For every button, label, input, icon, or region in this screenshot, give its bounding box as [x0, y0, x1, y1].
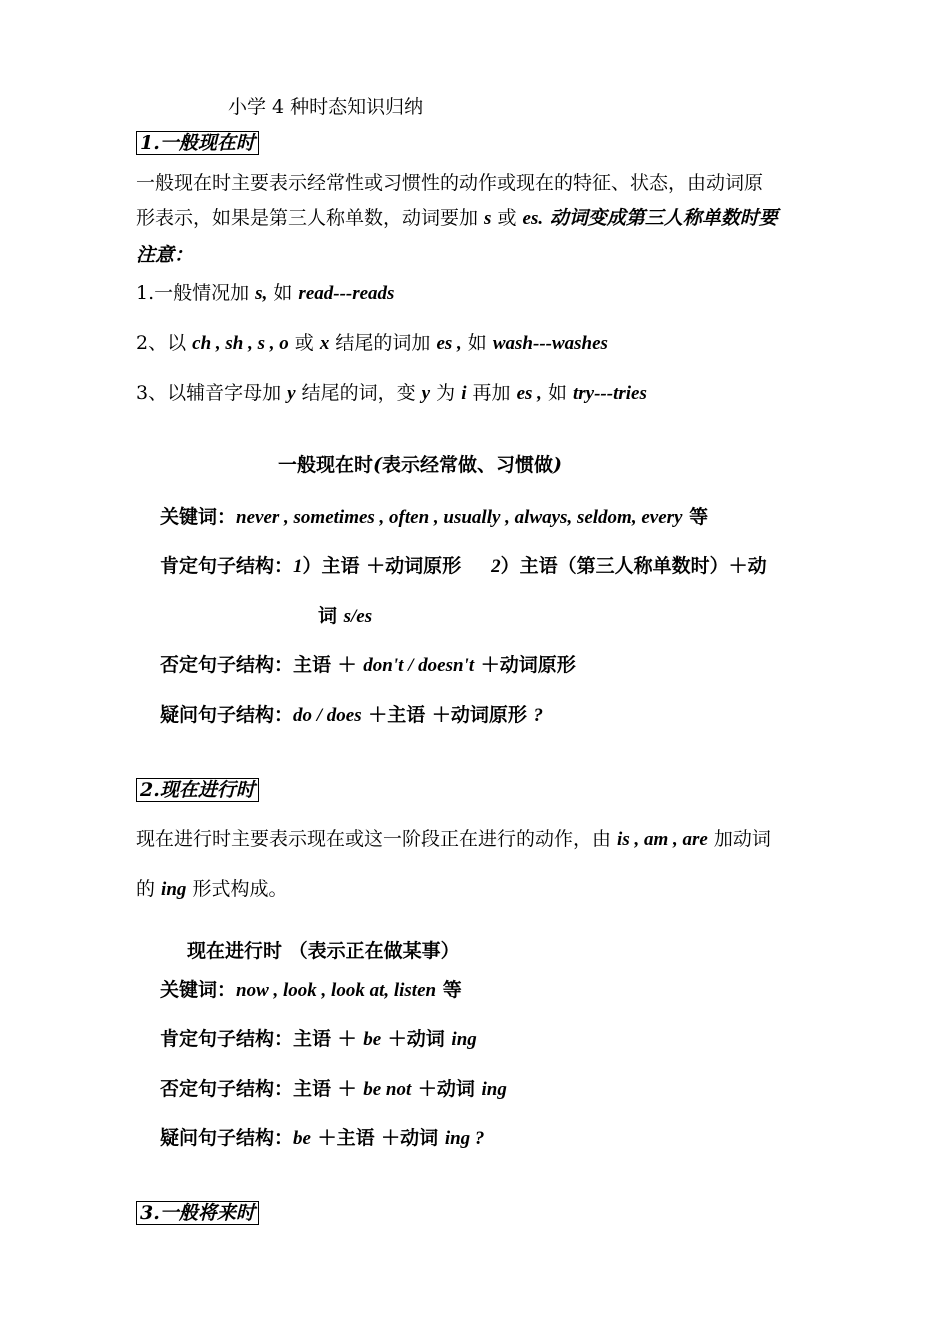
- rule-2: [136, 330, 608, 357]
- negative-be-not: be not: [363, 1079, 412, 1100]
- box-title-paren-open: (: [373, 454, 383, 476]
- box-title-meaning: 表示经常做、习惯做: [382, 454, 554, 476]
- question-ing: ing ?: [444, 1128, 485, 1149]
- rule-3-to: 为: [430, 382, 462, 404]
- rule-2-suffix: es ,: [436, 333, 462, 354]
- keywords-list: now , look , look at, listen: [236, 980, 437, 1001]
- negative-subject: 主语 ＋: [293, 654, 364, 676]
- rule-2-as: 如: [461, 332, 493, 354]
- negative-label: 否定句子结构：: [160, 1078, 294, 1100]
- simple-present-affirmative: [160, 553, 767, 580]
- negative-label: 否定句子结构：: [160, 654, 294, 676]
- rule-3-add: 再加: [466, 382, 517, 404]
- section-3-heading: [136, 1200, 259, 1226]
- rule-3-text-2: 结尾的词，变: [295, 382, 422, 404]
- keywords-label: 关键词：: [160, 979, 237, 1001]
- intro-s: s: [484, 208, 492, 229]
- section-2-heading: [136, 777, 259, 803]
- continuous-negative: [160, 1076, 507, 1103]
- rule-3-i: i: [461, 383, 467, 404]
- negative-subject: 主语 ＋: [293, 1078, 364, 1100]
- box-title-tense: 一般现在时: [278, 454, 374, 476]
- intro-es: es.: [522, 208, 544, 229]
- affirmative-ing: ing: [451, 1029, 477, 1050]
- keywords-etc: 等: [682, 506, 709, 528]
- affirmative-form-1: ）主语 ＋动词原形: [302, 555, 462, 577]
- rule-2-x: x: [319, 333, 330, 354]
- affirmative-num-2: 2: [491, 556, 501, 577]
- section-1-intro-line-3: 注意：: [136, 244, 194, 266]
- affirmative-be: be: [363, 1029, 382, 1050]
- simple-present-question: [160, 702, 543, 729]
- rule-1: [136, 280, 394, 307]
- affirmative-verb: ＋动词: [381, 1028, 452, 1050]
- negative-verb: ＋动词原形: [474, 654, 576, 676]
- question-be: be: [293, 1128, 311, 1149]
- negative-aux: don't / doesn't: [363, 655, 475, 676]
- rule-3-y-2: y: [421, 383, 431, 404]
- keywords-etc: 等: [436, 979, 462, 1001]
- intro-2-text: 现在进行时主要表示现在或这一阶段正在进行的动作，由: [136, 828, 618, 850]
- question-aux: do / does: [293, 705, 362, 726]
- rule-1-text: 1.一般情况加: [136, 282, 256, 304]
- rule-2-text-2: 结尾的词加: [329, 332, 437, 354]
- section-2-heading-box: 2.现在进行时: [136, 778, 259, 802]
- intro-2-form: 形式构成。: [186, 878, 288, 900]
- rule-3-text: 3、以辅音字母加: [136, 382, 288, 404]
- intro-or: 或: [491, 207, 523, 229]
- affirmative-verb: 词: [318, 605, 344, 627]
- keywords-label: 关键词：: [160, 506, 237, 528]
- intro-text: 形表示，如果是第三人称单数，动词要加: [136, 207, 485, 229]
- simple-present-affirmative-cont: [318, 603, 372, 630]
- rule-2-text: 2、以: [136, 332, 193, 354]
- rule-1-example: read---reads: [298, 283, 395, 304]
- rule-2-endings: ch , sh , s , o: [192, 333, 289, 354]
- negative-verb: ＋动词: [411, 1078, 482, 1100]
- question-mark: ?: [533, 705, 543, 726]
- keywords-list: never , sometimes , often , usually , always, seldom, every: [236, 507, 683, 528]
- document-title: 小学 4 种时态知识归纳: [228, 96, 424, 118]
- rule-2-or: 或: [288, 332, 320, 354]
- section-1-intro-line-1: 一般现在时主要表示经常性或习惯性的动作或现在的特征、状态，由动词原: [136, 172, 764, 194]
- negative-ing: ing: [481, 1079, 507, 1100]
- rule-2-example: wash---washes: [492, 333, 608, 354]
- simple-present-negative: [160, 652, 576, 679]
- question-label: 疑问句子结构：: [160, 1127, 294, 1149]
- continuous-question: [160, 1125, 484, 1152]
- section-2-intro-line-1: [136, 826, 771, 853]
- continuous-box-title: 现在进行时 （表示正在做某事）: [187, 940, 460, 962]
- affirmative-suffix: s/es: [343, 606, 373, 627]
- box-title-paren-close: ): [553, 454, 563, 476]
- affirmative-label: 肯定句子结构：: [160, 1028, 294, 1050]
- affirmative-form-2: ）主语（第三人称单数时）＋动: [500, 555, 767, 577]
- simple-present-box-title: [278, 452, 562, 478]
- affirmative-label: 肯定句子结构：: [160, 555, 294, 577]
- section-3-heading-box: 3.一般将来时: [136, 1201, 259, 1225]
- continuous-keywords: [160, 977, 462, 1004]
- rule-1-as: 如: [267, 282, 299, 304]
- rule-3-suffix: es ,: [516, 383, 542, 404]
- intro-2-be-forms: is , am , are: [617, 829, 708, 850]
- simple-present-keywords: [160, 504, 708, 531]
- affirmative-num-1: 1: [293, 556, 303, 577]
- rule-3-as: 如: [541, 382, 573, 404]
- continuous-affirmative: [160, 1026, 477, 1053]
- intro-2-ing: ing: [161, 879, 187, 900]
- intro-2-add-verb: 加动词: [707, 828, 771, 850]
- question-label: 疑问句子结构：: [160, 704, 294, 726]
- question-rest: ＋主语 ＋动词: [310, 1127, 445, 1149]
- affirmative-subject: 主语 ＋: [293, 1028, 364, 1050]
- rule-3-example: try---tries: [573, 383, 647, 404]
- section-1-heading-box: 1.一般现在时: [136, 131, 259, 155]
- question-rest: ＋主语 ＋动词原形: [361, 704, 534, 726]
- section-2-intro-line-2: [136, 876, 287, 903]
- intro-2-of: 的: [136, 878, 162, 900]
- rule-3: [136, 380, 647, 407]
- rule-1-suffix: s,: [255, 283, 268, 304]
- intro-emphasis: 动词变成第三人称单数时要: [543, 207, 778, 229]
- rule-3-y: y: [287, 383, 296, 404]
- section-1-heading: [136, 130, 259, 156]
- section-1-intro-line-2: [136, 205, 778, 232]
